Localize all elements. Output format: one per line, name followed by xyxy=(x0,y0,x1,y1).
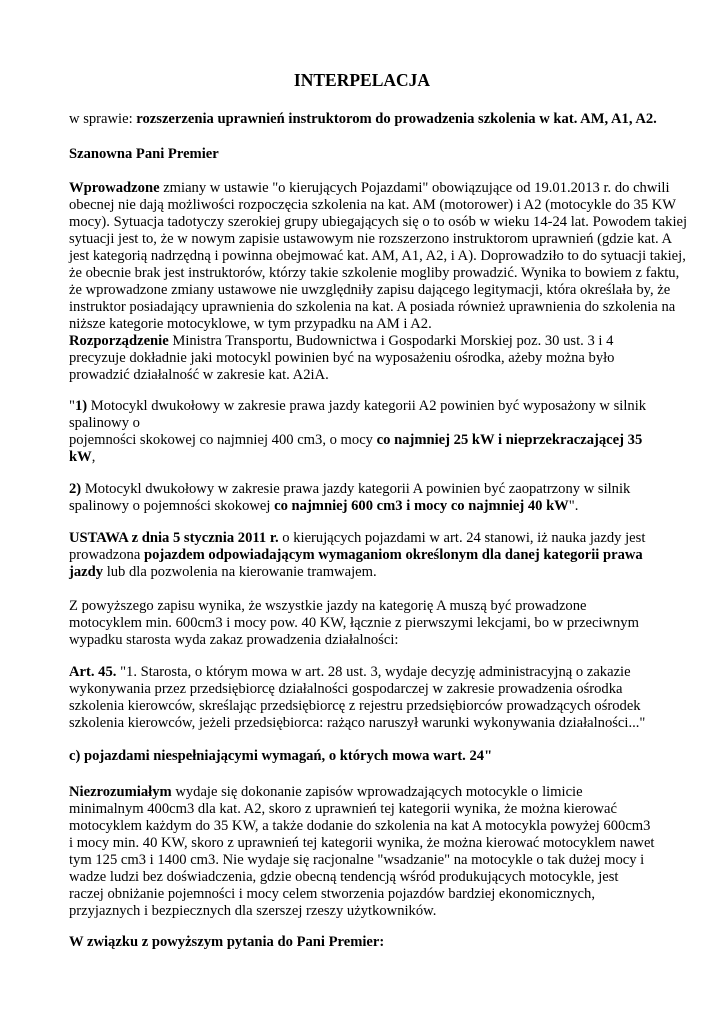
point-c: c) pojazdami niespełniającymi wymagań, o których mowa wart. 24" xyxy=(69,748,493,764)
intro-paragraph: Wprowadzone zmiany w ustawie "o kierujących Pojazdami" obowiązujące od 19.01.2013 r. do chwili obecnej nie dają możliwości rozpoczęcia szkolenia na kat. AM (motorower) i A2 (motocykle do 35 KW mocy). Sytuacja tadotyczy szerokiej grupy ubiegających się o to osób w wieku 14-24 lat. Powodem takiej sytuacji jest to, że w nowym zapisie ustawowym nie rozszerzono instruktorom uprawnień (gdzie kat. A jest kategorią nadrzędną i powinna obejmować kat. AM, A1, A2, i A). Doprowadziło to do sytuacji takiej, że obecnie brak jest instruktorów, którzy takie szkolenie mogliby prowadzić. Wynika to bowiem z faktu, że wprowadzone zmiany ustawowe nie uwzględniły zapisu dającego legitymacji, która określała by, że instruktor posiadający uprawnienia do szkolenia na kat. A posiada również uprawnienia do szkolenia na niższe kategorie motocyklowe, w tym przypadku na AM i A2. Rozporządzenie Ministra Transportu, Budownictwa i Gospodarki Morskiej poz. 30 ust. 3 i 4 precyzuje dokładnie jaki motocykl powinien być na wyposażeniu ośrodka, ażeby można było prowadzić działalność w zakresie kat. A2iA. xyxy=(69,180,688,383)
consequence-paragraph: Z powyższego zapisu wynika, że wszystkie jazdy na kategorię A muszą być prowadzone motocyklem min. 600cm3 i mocy pow. 40 KW, łącznie z pierwszymi lekcjami, bo w przeciwnym wypadku starosta wyda zakaz prowadzenia działalności: xyxy=(69,598,639,648)
salutation: Szanowna Pani Premier xyxy=(69,146,219,162)
argument-paragraph: Niezrozumiałym wydaje się dokonanie zapisów wprowadzających motocykle o limicie minimalnym 400cm3 dla kat. A2, skoro z uprawnień tej kategorii wynika, że można kierować motocyklem każdym do 35 KW, a także dodanie do szkolenia na kat A motocykla powyżej 600cm3 i mocy min. 40 KW, skoro z uprawnień tej kategorii wynika, że można kierować motocyklem nawet tym 125 cm3 i 1400 cm3. Nie wydaje się racjonalne "wsadzanie" na motocykle o tak dużej mocy i wadze ludzi bez doświadczenia, gdzie obecną tendencją wśród produkujących motocykle, jest raczej obniżanie pojemności i mocy celem stworzenia pojazdów bardziej ekonomicznych, przyjaznych i bezpiecznych dla szerszej rzeszy użytkowników. xyxy=(69,784,655,919)
ustawa-paragraph: USTAWA z dnia 5 stycznia 2011 r. o kierujących pojazdami w art. 24 stanowi, iż nauka jazdy jest prowadzona pojazdem odpowiadającym wymaganiom określonym dla danej kategorii prawa jazdy lub dla pozwolenia na kierowanie tramwajem. xyxy=(69,530,646,580)
closing-line: W związku z powyższym pytania do Pani Premier: xyxy=(69,934,385,950)
subject-prefix: w sprawie: xyxy=(69,111,137,127)
page-title: INTERPELACJA xyxy=(293,70,431,90)
regulation-item-2: 2) Motocykl dwukołowy w zakresie prawa jazdy kategorii A powinien być zaopatrzony w silnik spalinowy o pojemności skokowej co najmniej 600 cm3 i mocy co najmniej 40 kW". xyxy=(69,481,631,514)
subject-line xyxy=(69,111,659,128)
subject-text: rozszerzenia uprawnień instruktorom do prowadzenia szkolenia w kat. AM, A1, A2. xyxy=(136,111,657,127)
article-45-quote: Art. 45. "1. Starosta, o którym mowa w art. 28 ust. 3, wydaje decyzję administracyjną o zakazie wykonywania przez przedsiębiorcę działalności gospodarczej w zakresie prowadzenia ośrodka szkolenia kierowców, skreślając przedsiębiorcę z rejestru przedsiębiorców prowadzących ośrodek szkolenia kierowców, jeżeli przedsiębiorca: rażąco naruszył warunki wykonywania działalności..." xyxy=(69,664,646,731)
regulation-item-1: "1) Motocykl dwukołowy w zakresie prawa jazdy kategorii A2 powinien być wyposażony w silnik spalinowy o pojemności skokowej co najmniej 400 cm3, o mocy co najmniej 25 kW i nieprzekraczającej 35 kW, xyxy=(69,398,647,465)
